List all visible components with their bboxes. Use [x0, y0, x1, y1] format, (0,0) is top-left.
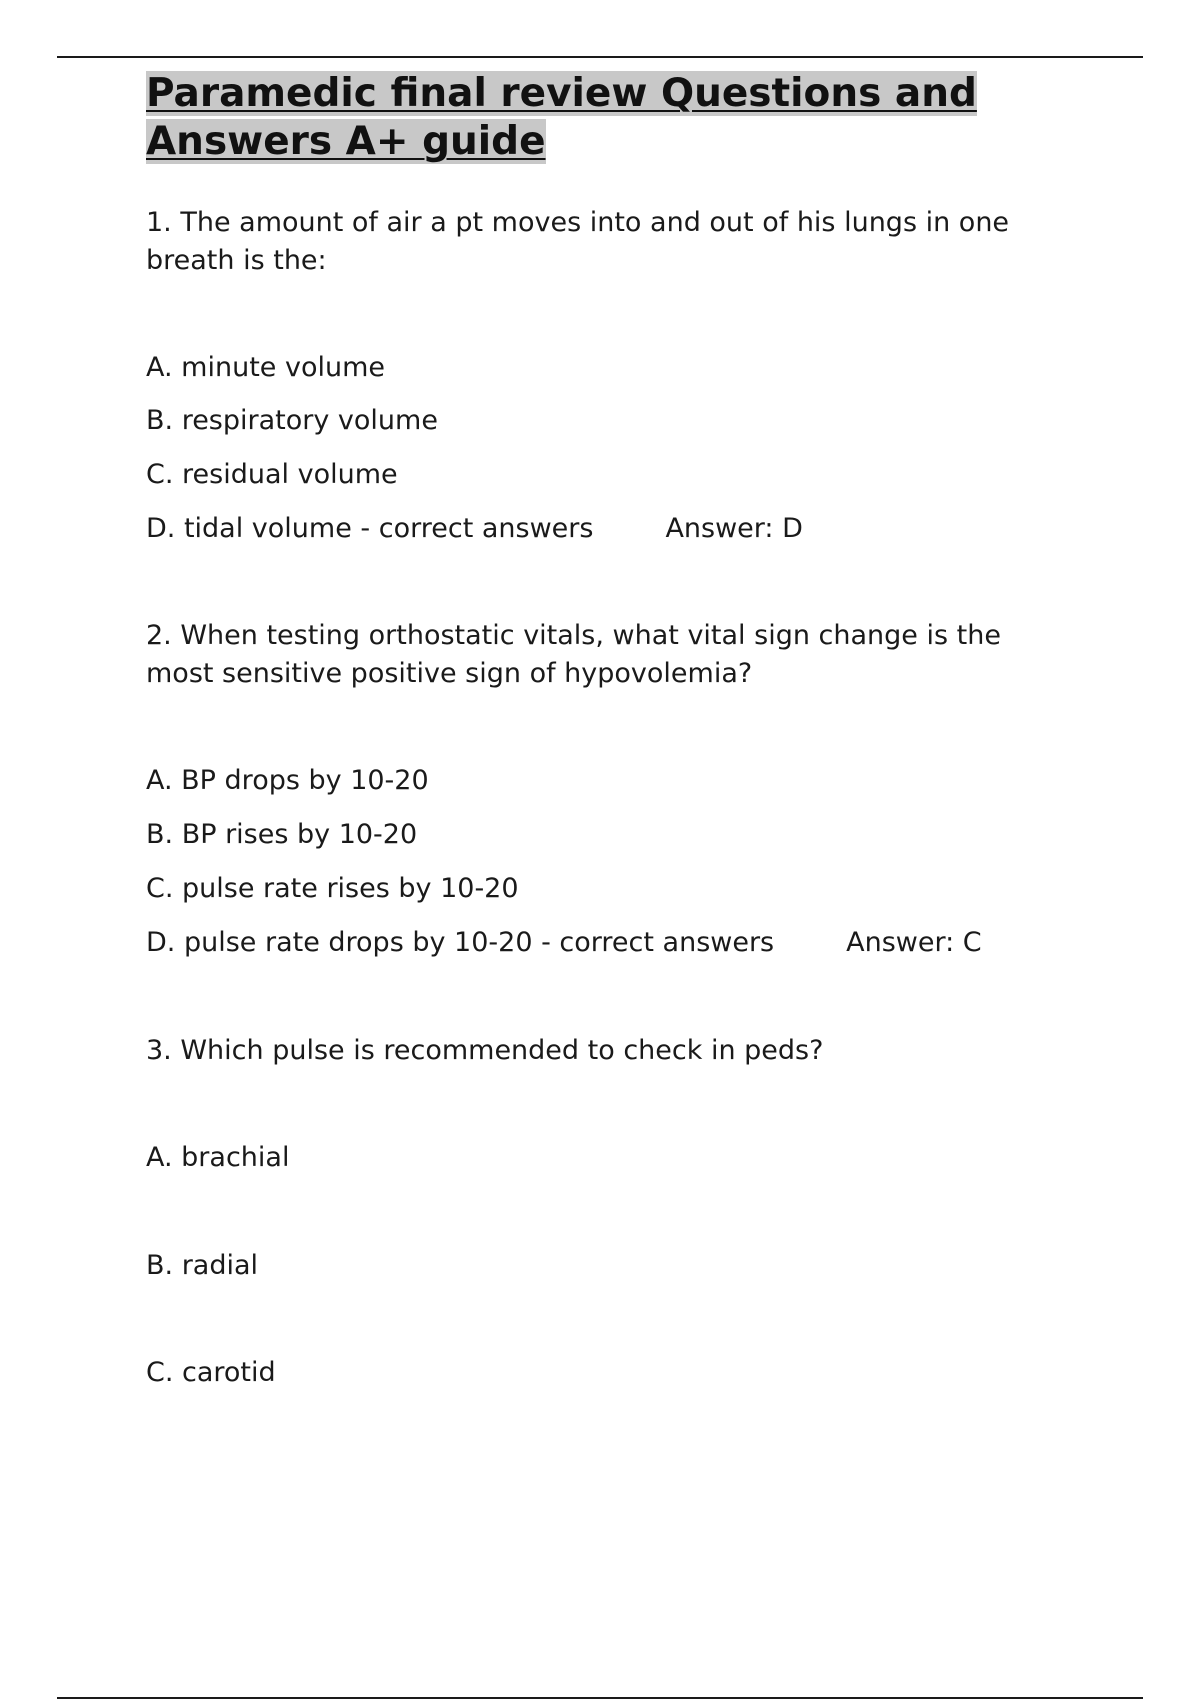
question-2-option-b: B. BP rises by 10-20 — [146, 819, 418, 850]
question-1-option-c: C. residual volume — [146, 459, 398, 490]
question-3-option-c: C. carotid — [146, 1357, 276, 1388]
question-1-prompt: 1. The amount of air a pt moves into and out of his lungs in one breath is the: — [146, 207, 1010, 276]
question-1-option-b: B. respiratory volume — [146, 405, 438, 436]
page-title — [146, 70, 1106, 166]
question-2-option-a: A. BP drops by 10-20 — [146, 765, 429, 796]
question-1 — [146, 204, 1106, 548]
question-3-option-a: A. brachial — [146, 1142, 290, 1173]
question-3-prompt: 3. Which pulse is recommended to check in peds? — [146, 1035, 824, 1066]
question-2-option-d: D. pulse rate drops by 10-20 - correct answers — [146, 927, 775, 958]
bottom-rule — [57, 1697, 1143, 1699]
document-body — [146, 70, 1106, 1392]
question-2-answer: Answer: C — [846, 927, 982, 958]
question-1-answer: Answer: D — [665, 513, 803, 544]
question-3-option-b: B. radial — [146, 1250, 259, 1281]
question-2 — [146, 617, 1106, 962]
question-1-option-a: A. minute volume — [146, 352, 385, 383]
top-rule — [57, 56, 1143, 58]
title-line-2: Answers A+ guide — [146, 119, 546, 164]
question-1-option-d-row — [146, 510, 1106, 548]
question-2-prompt: 2. When testing orthostatic vitals, what vital sign change is the most sensitive positive sign of hypovolemia? — [146, 620, 1001, 689]
question-3 — [146, 1032, 1106, 1392]
question-2-option-c: C. pulse rate rises by 10-20 — [146, 873, 519, 904]
title-line-1: Paramedic final review Questions and — [146, 71, 977, 116]
question-1-option-d: D. tidal volume - correct answers — [146, 513, 594, 544]
question-2-option-d-row — [146, 924, 1106, 962]
